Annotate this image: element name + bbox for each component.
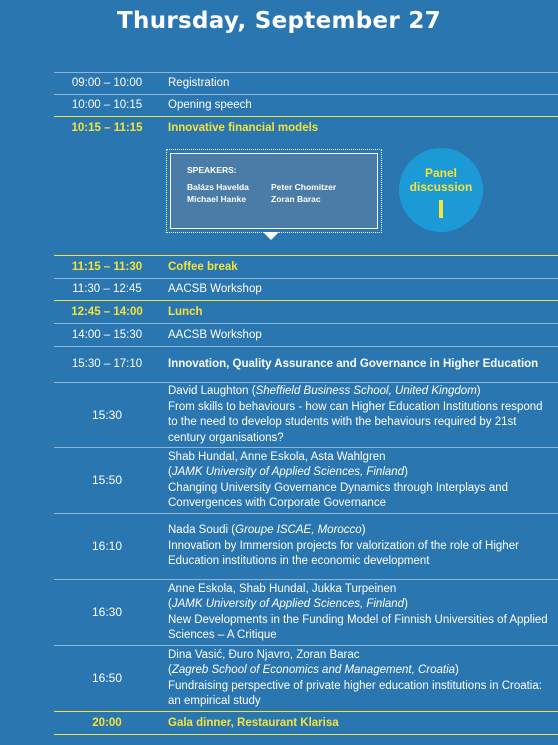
session-title: Innovation, Quality Assurance and Governance in Higher Education [168,358,539,370]
talk-title: Fundraising perspective of private higher education institutions in Croatia: an empirical study [168,679,542,707]
panel-discussion-badge [399,148,483,232]
row-time: 12:45 – 14:00 [71,305,143,318]
talk-affiliation: Zagreb School of Economics and Management, Croatia [171,664,456,676]
talk-title: Innovation by Immersion projects for valorization of the role of Higher Education institutions in the economic development [168,539,519,568]
talk-authors: Anne Eskola, Shab Hundal, Jukka Turpeinen [168,582,397,595]
speaker-name: Zoran Barac [271,194,321,204]
row-desc: Opening speech [168,99,252,111]
schedule-row-highlight [54,116,558,140]
speakers-label: SPEAKERS: [187,165,237,175]
panel-line1: Panel [424,166,457,180]
schedule-row [54,94,558,116]
row-desc: Coffee break [168,260,238,273]
schedule-row-highlight [54,711,558,735]
talk-time: 15:30 [91,407,123,422]
session-row [54,346,558,382]
talk-desc: Anne Eskola, Shab Hundal, Jukka Turpeinen (JAMK University of Applied Sciences, Finland) New Developments in the Funding Model of Finnish Universities of Applied Sciences – A Critique [168,582,548,641]
talk-row [54,513,558,579]
row-desc: AACSB Workshop [168,328,262,341]
schedule-row [54,72,558,94]
talk-title: Changing University Governance Dynamics through Interplays and Convergences with Corporate Governance [168,481,509,509]
speaker-name: Balázs Havelda [187,182,249,192]
talk-row [54,447,558,513]
schedule [54,72,558,735]
talk-time: 15:50 [91,473,123,487]
talk-time: 16:30 [91,605,123,619]
page-title: Thursday, September 27 [117,8,441,34]
schedule-row-highlight [54,300,558,323]
talk-authors: Nada Soudi [168,524,229,537]
speaker-name: Peter Chomitzer [271,182,337,192]
schedule-row [54,278,558,300]
panel-area [54,140,558,255]
panel-line2: discussion [409,180,473,194]
schedule-row-highlight [54,255,558,278]
talk-time: 16:50 [91,671,123,685]
talk-desc: Shab Hundal, Anne Eskola, Asta Wahlgren (JAMK University of Applied Sciences, Finland) Changing University Governance Dynamics through Interplays and Convergences with Corporate Governance [168,450,509,509]
talk-row [54,579,558,645]
talk-authors: David Laughton [168,385,249,397]
row-time: 20:00 [92,716,122,729]
row-time: 15:30 – 17:10 [71,358,143,370]
row-desc: Registration [168,77,230,89]
talk-row [54,645,558,711]
schedule-row [54,323,558,346]
row-desc: AACSB Workshop [168,283,262,295]
talk-authors: Shab Hundal, Anne Eskola, Asta Wahlgren [168,450,386,463]
talk-desc: David Laughton (Sheffield Business School, United Kingdom) From skills to behaviours - how can Higher Education Institutions respond to the need to develop students with the behaviours required by 21st century organisations? [168,385,543,444]
panel-bar-icon [439,200,443,218]
talk-affiliation: JAMK University of Applied Sciences, Finland [171,466,405,478]
talk-desc: Dina Vasić, Đuro Njavro, Zoran Barac (Zagreb School of Economics and Management, Croatia) Fundraising perspective of private higher education institutions in Croatia: an empirical study [168,648,542,707]
talk-affiliation: JAMK University of Applied Sciences, Finland [171,598,405,610]
row-time: 11:30 – 12:45 [72,283,142,295]
talk-desc: Nada Soudi (Groupe ISCAE, Morocco) Innovation by Immersion projects for valorization of the role of Higher Education institutions in the economic development [168,524,519,568]
talk-affiliation: Groupe ISCAE, Morocco [235,524,362,537]
row-time: 10:00 – 10:15 [71,99,143,111]
speakers-box [170,153,378,229]
row-desc: Gala dinner, Restaurant Klarisa [168,716,339,729]
talk-row [54,382,558,447]
talk-affiliation: Sheffield Business School, United Kingdom [255,385,477,397]
speaker-name: Michael Hanke [187,194,247,204]
row-time: 11:15 – 11:30 [71,260,143,273]
row-time: 09:00 – 10:00 [71,77,143,89]
row-desc: Lunch [168,305,203,318]
row-desc: Innovative financial models [168,122,319,134]
callout-tail-icon [263,232,279,240]
talk-authors: Dina Vasić, Đuro Njavro, Zoran Barac [168,648,360,661]
talk-time: 16:10 [91,539,123,553]
talk-title: New Developments in the Funding Model of Finnish Universities of Applied Sciences – A Critique [168,613,548,641]
row-time: 14:00 – 15:30 [71,328,143,341]
row-time: 10:15 – 11:15 [71,122,143,134]
talk-title: From skills to behaviours - how can Higher Education Institutions respond to the need to develop students with the behaviours required by 21st century organisations? [168,400,543,444]
